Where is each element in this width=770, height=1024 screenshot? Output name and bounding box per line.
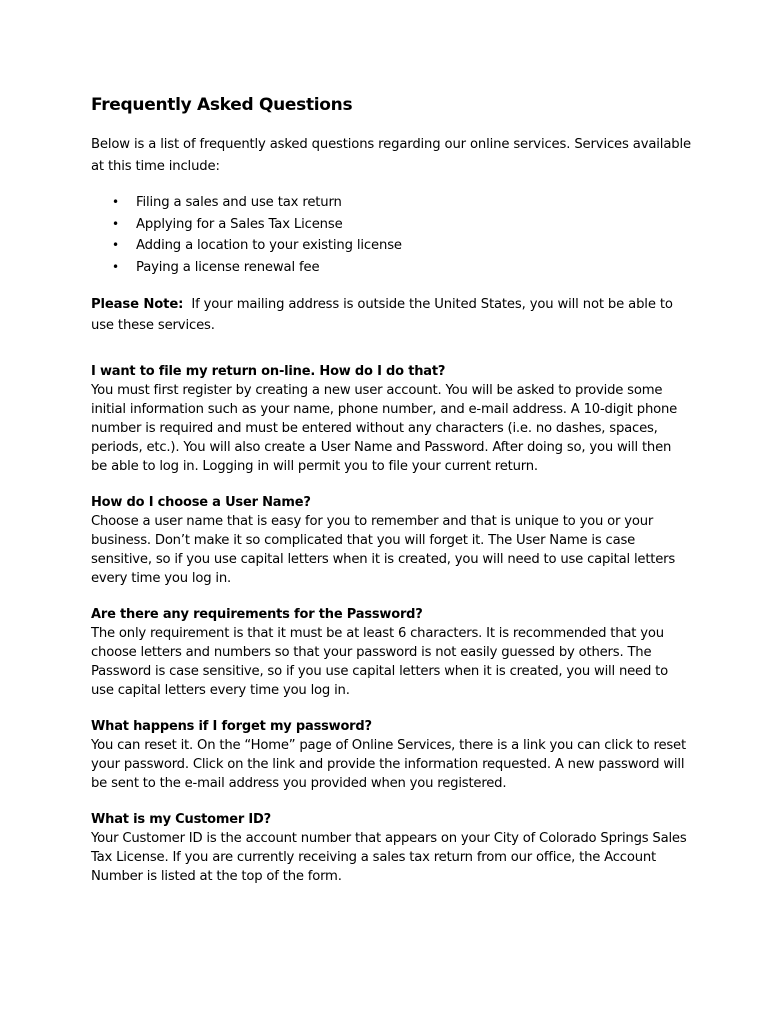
- service-item-label: Applying for a Sales Tax License: [136, 216, 343, 232]
- faq-item: [91, 717, 691, 793]
- faq-item: [91, 362, 691, 476]
- faq-item: [91, 810, 691, 886]
- faq-question: What happens if I forget my password?: [91, 718, 372, 734]
- faq-answer: Choose a user name that is easy for you to remember and that is unique to you or your business. Don’t make it so complicated that you will forget it. The User Name is case sensitive, so if you use capital letters when it is created, you will need to use capital letters every time you log in.: [91, 513, 676, 586]
- faq-answer: The only requirement is that it must be at least 6 characters. It is recommended that you choose letters and numbers so that your password is not easily guessed by others. The Password is case sensitive, so if you use capital letters when it is created, you will need to use capital letters every time you log in.: [91, 625, 668, 698]
- faq-answer: You can reset it. On the “Home” page of Online Services, there is a link you can click to reset your password. Click on the link and provide the information requested. A new password will be sent to the e-mail address you provided when you registered.: [91, 737, 686, 791]
- bullet-icon: •: [112, 216, 119, 231]
- list-item: [91, 235, 691, 257]
- list-item: [91, 214, 691, 236]
- page-title: Frequently Asked Questions: [91, 95, 353, 115]
- note-text: If your mailing address is outside the United States, you will not be able to use these services.: [91, 296, 673, 334]
- faq-answer: You must first register by creating a new user account. You will be asked to provide some initial information such as your name, phone number, and e-mail address. A 10-digit phone number is required and must be entered without any characters (i.e. no dashes, spaces, periods, etc.). You will also create a User Name and Password. After doing so, you will then be able to log in. Logging in will permit you to file your current return.: [91, 382, 678, 474]
- faq-question: How do I choose a User Name?: [91, 494, 311, 510]
- note-paragraph: [91, 294, 691, 337]
- faq-question: What is my Customer ID?: [91, 811, 271, 827]
- list-item: [91, 257, 691, 279]
- bullet-icon: •: [112, 195, 119, 209]
- faq-question: I want to file my return on-line. How do I do that?: [91, 363, 446, 379]
- services-list: [91, 192, 691, 279]
- faq-question: Are there any requirements for the Password?: [91, 606, 423, 622]
- faq-document: [91, 92, 691, 903]
- service-item-label: Paying a license renewal fee: [136, 260, 320, 276]
- faq-answer: Your Customer ID is the account number that appears on your City of Colorado Springs Sales Tax License. If you are currently receiving a sales tax return from our office, the Account Number is listed at the top of the form.: [91, 830, 687, 884]
- service-item-label: Filing a sales and use tax return: [136, 195, 342, 210]
- note-label: Please Note:: [91, 296, 184, 312]
- bullet-icon: •: [112, 238, 119, 253]
- list-item: [91, 192, 691, 214]
- service-item-label: Adding a location to your existing license: [136, 238, 402, 254]
- faq-item: [91, 493, 691, 588]
- intro-paragraph: Below is a list of frequently asked questions regarding our online services. Services available at this time include:: [91, 137, 691, 174]
- faq-item: [91, 605, 691, 700]
- bullet-icon: •: [112, 260, 119, 275]
